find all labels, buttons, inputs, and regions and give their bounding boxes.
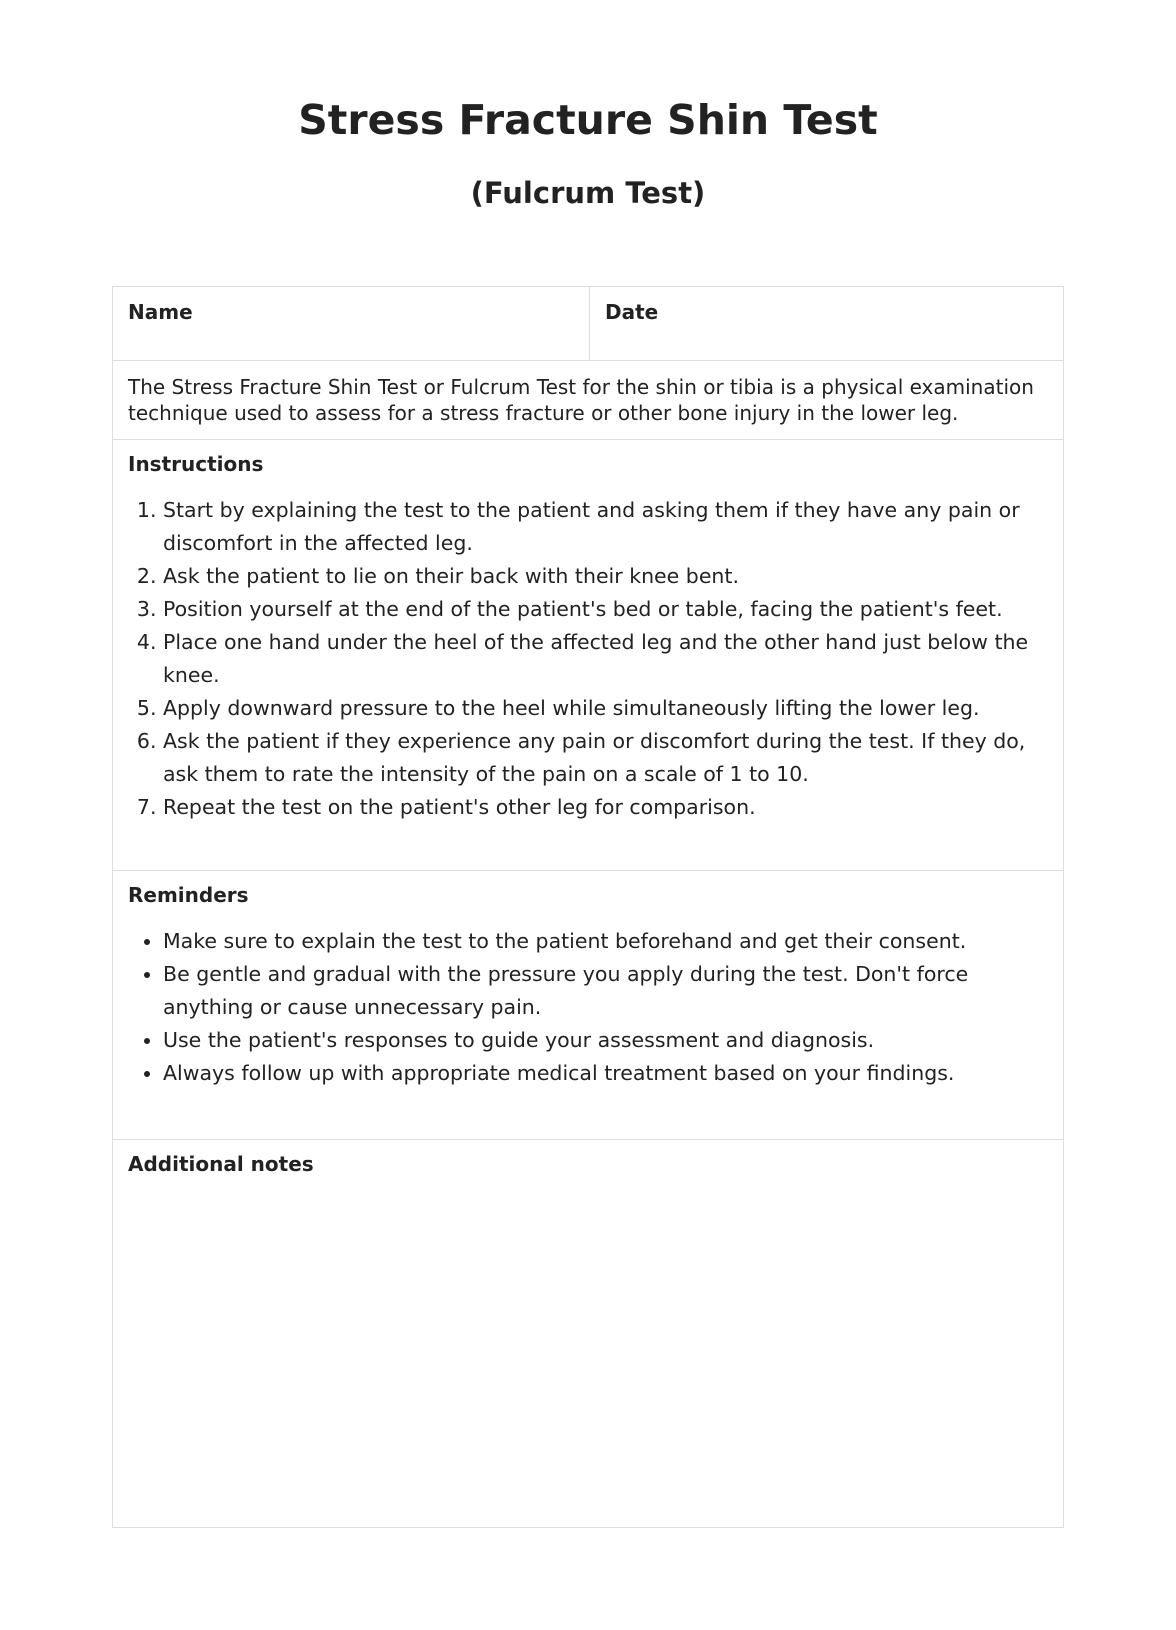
reminders-section	[113, 883, 1063, 1140]
instruction-item: 4. Place one hand under the heel of the affected leg and the other hand just below the knee.	[163, 626, 1048, 692]
page-title: Stress Fracture Shin Test	[298, 96, 878, 144]
name-field[interactable]: Name	[113, 287, 590, 360]
additional-notes-section[interactable]	[113, 1152, 1063, 1527]
instruction-item: 2. Ask the patient to lie on their back with their knee bent.	[163, 560, 1048, 593]
instruction-item: 7. Repeat the test on the patient's other leg for comparison.	[163, 791, 1048, 824]
instruction-item: 5. Apply downward pressure to the heel while simultaneously lifting the lower leg.	[163, 692, 1048, 725]
instruction-item: 1. Start by explaining the test to the patient and asking them if they have any pain or discomfort in the affected leg.	[163, 494, 1048, 560]
reminder-item: • Make sure to explain the test to the patient beforehand and get their consent.	[163, 925, 1048, 958]
reminders-heading: Reminders	[128, 883, 249, 907]
instruction-item: 3. Position yourself at the end of the patient's bed or table, facing the patient's feet.	[163, 593, 1048, 626]
reminder-item: • Always follow up with appropriate medical treatment based on your findings.	[163, 1057, 1048, 1090]
date-field[interactable]: Date	[605, 300, 659, 324]
instructions-section	[113, 452, 1063, 871]
instruction-item: 6. Ask the patient if they experience any pain or discomfort during the test. If they do, ask them to rate the intensity of the pain on a scale of 1 to 10.	[163, 725, 1048, 791]
name-date-row	[113, 287, 1063, 361]
form-table	[112, 286, 1064, 1528]
description: The Stress Fracture Shin Test or Fulcrum Test for the shin or tibia is a physical examination technique used to assess for a stress fracture or other bone injury in the lower leg.	[113, 361, 1063, 440]
notes-heading: Additional notes	[128, 1152, 314, 1176]
reminder-item: • Be gentle and gradual with the pressure you apply during the test. Don't force anything or cause unnecessary pain.	[163, 958, 1048, 1024]
reminder-item: • Use the patient's responses to guide your assessment and diagnosis.	[163, 1024, 1048, 1057]
page-subtitle: (Fulcrum Test)	[470, 176, 706, 210]
instructions-heading: Instructions	[128, 452, 264, 476]
